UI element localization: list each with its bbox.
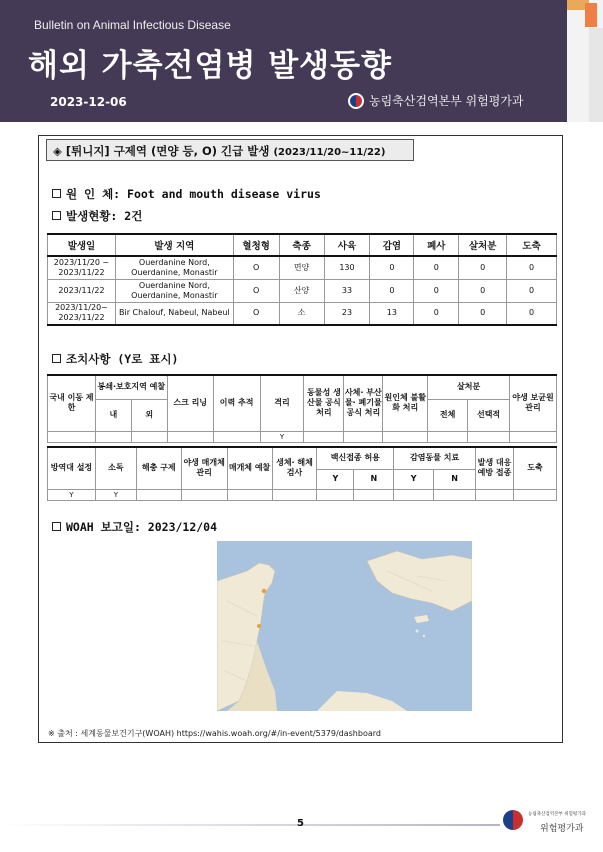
- cell-region: Bir Chalouf, Nabeul, Nabeul: [115, 302, 233, 325]
- measures-label: 조치사항 (Y로 표시): [66, 352, 179, 366]
- header-cause: 원인체 불활화 처리: [383, 375, 428, 431]
- header-culling: 살처분: [428, 375, 510, 399]
- column-header: 혈청형: [233, 234, 279, 256]
- checkbox-square-icon: [52, 522, 61, 531]
- cell-date: 2023/11/20 ~ 2023/11/22: [48, 256, 116, 279]
- pathogen-line: [52, 186, 321, 202]
- cell-fence-value: Y: [48, 489, 96, 500]
- cell-culled: 0: [459, 256, 507, 279]
- footer-emblem-icon: [503, 810, 523, 830]
- header-treatment-n: N: [434, 469, 476, 489]
- status-line: [52, 208, 142, 224]
- report-label: WOAH 보고일: 2023/12/04: [66, 520, 218, 534]
- table-row: [48, 302, 557, 325]
- page-title: 해외 가축전염병 발생동향: [28, 48, 392, 84]
- cell-species: 산양: [279, 279, 324, 302]
- header-zone: 봉쇄·보호지역 예찰: [95, 375, 167, 399]
- header-product: 동물성 생산물 공식 처리: [304, 375, 344, 431]
- cell-dead: 0: [414, 302, 459, 325]
- header-response: 발생 대응 예방 접종: [476, 447, 514, 489]
- cell-raised: 23: [324, 302, 370, 325]
- cell-culled: 0: [459, 302, 507, 325]
- cell-date: 2023/11/20~ 2023/11/22: [48, 302, 116, 325]
- cell-infected: 13: [370, 302, 414, 325]
- footer-org-small: 농림축산검역본부 위험평가과: [528, 812, 586, 817]
- org-name: 농림축산검역본부 위험평가과: [369, 94, 524, 108]
- header-treatment-y: Y: [394, 469, 434, 489]
- column-header: 축종: [279, 234, 324, 256]
- measures2-header-row: [48, 447, 557, 469]
- header-treatment: 감염동물 치료: [394, 447, 476, 469]
- header-zone-in: 내: [95, 399, 131, 431]
- header-disinfect: 소독: [95, 447, 136, 489]
- page-number: 5: [297, 818, 304, 829]
- cell-infected: 0: [370, 256, 414, 279]
- header-fence: 방역대 설정: [48, 447, 96, 489]
- header-movement: 국내 이동 제한: [48, 375, 96, 431]
- cell-region: Ouerdanine Nord, Ouerdanine, Monastir: [115, 279, 233, 302]
- column-header: 감염: [370, 234, 414, 256]
- table-row: [48, 256, 557, 279]
- cell-serotype: O: [233, 256, 279, 279]
- header-cull-selective: 선택적: [468, 399, 510, 431]
- cell-raised: 33: [324, 279, 370, 302]
- cell-culled: 0: [459, 279, 507, 302]
- measures-header-row: [48, 375, 557, 399]
- header-wildlife: 야생 보균원 관리: [510, 375, 557, 431]
- outbreak-map: [217, 541, 472, 711]
- header-banner: [0, 0, 567, 122]
- topic-label: ◈ [튀니지] 구제역 (면양 등, O) 긴급 발생: [53, 144, 270, 158]
- pathogen-label: 원 인 체: Foot and mouth disease virus: [66, 187, 321, 201]
- checkbox-square-icon: [52, 354, 61, 363]
- topic-dates: (2023/11/20~11/22): [273, 147, 386, 158]
- cell-quarantine-value: Y: [260, 431, 304, 442]
- tunisia-map-graphic: [217, 541, 472, 711]
- cell-serotype: O: [233, 279, 279, 302]
- org-logo: [348, 92, 524, 109]
- footer-divider: [0, 824, 500, 826]
- header-carcass: 사체· 부산물· 폐기물 공식 처리: [344, 375, 383, 431]
- cell-dead: 0: [414, 256, 459, 279]
- table-row: [48, 279, 557, 302]
- cell-slaughtered: 0: [507, 302, 557, 325]
- source-note: ※ 출처 : 세계동물보건기구(WOAH) https://wahis.woah.org/#/in-event/5379/dashboard: [48, 729, 381, 738]
- header-screening: 스크 리닝: [167, 375, 213, 431]
- cell-species: 소: [279, 302, 324, 325]
- column-header: 도축: [507, 234, 557, 256]
- cell-date: 2023/11/22: [48, 279, 116, 302]
- header-slaughter: 도축: [513, 447, 556, 489]
- cell-infected: 0: [370, 279, 414, 302]
- taegeuk-emblem-icon: [348, 93, 364, 109]
- header-wild-vector: 야생 매개체 관리: [181, 447, 227, 489]
- header-pest: 해충 구제: [136, 447, 181, 489]
- column-header: 사육: [324, 234, 370, 256]
- cell-slaughtered: 0: [507, 256, 557, 279]
- topic-heading: [46, 139, 414, 161]
- header-vaccine-y: Y: [317, 469, 354, 489]
- footer-org: 위험평가과: [540, 824, 584, 834]
- measures-table-1: [47, 374, 557, 443]
- cell-dead: 0: [414, 279, 459, 302]
- cell-serotype: O: [233, 302, 279, 325]
- cell-species: 면양: [279, 256, 324, 279]
- measures2-value-row: [48, 489, 557, 500]
- status-label: 발생현황: 2건: [66, 209, 143, 223]
- table-header-row: [48, 234, 557, 256]
- issue-date: 2023-12-06: [50, 95, 127, 109]
- outbreak-table: [47, 233, 557, 326]
- header-zone-out: 외: [131, 399, 167, 431]
- header-quarantine: 격리: [260, 375, 304, 431]
- bulletin-subtitle: Bulletin on Animal Infectious Disease: [34, 18, 231, 32]
- checkbox-square-icon: [52, 211, 61, 220]
- column-header: 발생 지역: [115, 234, 233, 256]
- header-vaccine: 백신접종 허용: [317, 447, 394, 469]
- checkbox-square-icon: [52, 189, 61, 198]
- column-header: 발생일: [48, 234, 116, 256]
- header-trace: 이력 추적: [213, 375, 260, 431]
- measures-table-2: [47, 446, 557, 501]
- cell-slaughtered: 0: [507, 279, 557, 302]
- column-header: 폐사: [414, 234, 459, 256]
- cell-raised: 130: [324, 256, 370, 279]
- measures-line: [52, 351, 178, 367]
- cell-region: Ouerdanine Nord, Ouerdanine, Monastir: [115, 256, 233, 279]
- header-vector-check: 매개체 예찰: [227, 447, 272, 489]
- measures-value-row: [48, 431, 557, 442]
- report-line: [52, 519, 217, 535]
- header-vaccine-n: N: [354, 469, 394, 489]
- cell-disinfect-value: Y: [95, 489, 136, 500]
- header-postmortem: 생체· 해체 검사: [272, 447, 317, 489]
- corner-decoration: [567, 0, 603, 122]
- column-header: 살처분: [459, 234, 507, 256]
- header-cull-all: 전체: [428, 399, 468, 431]
